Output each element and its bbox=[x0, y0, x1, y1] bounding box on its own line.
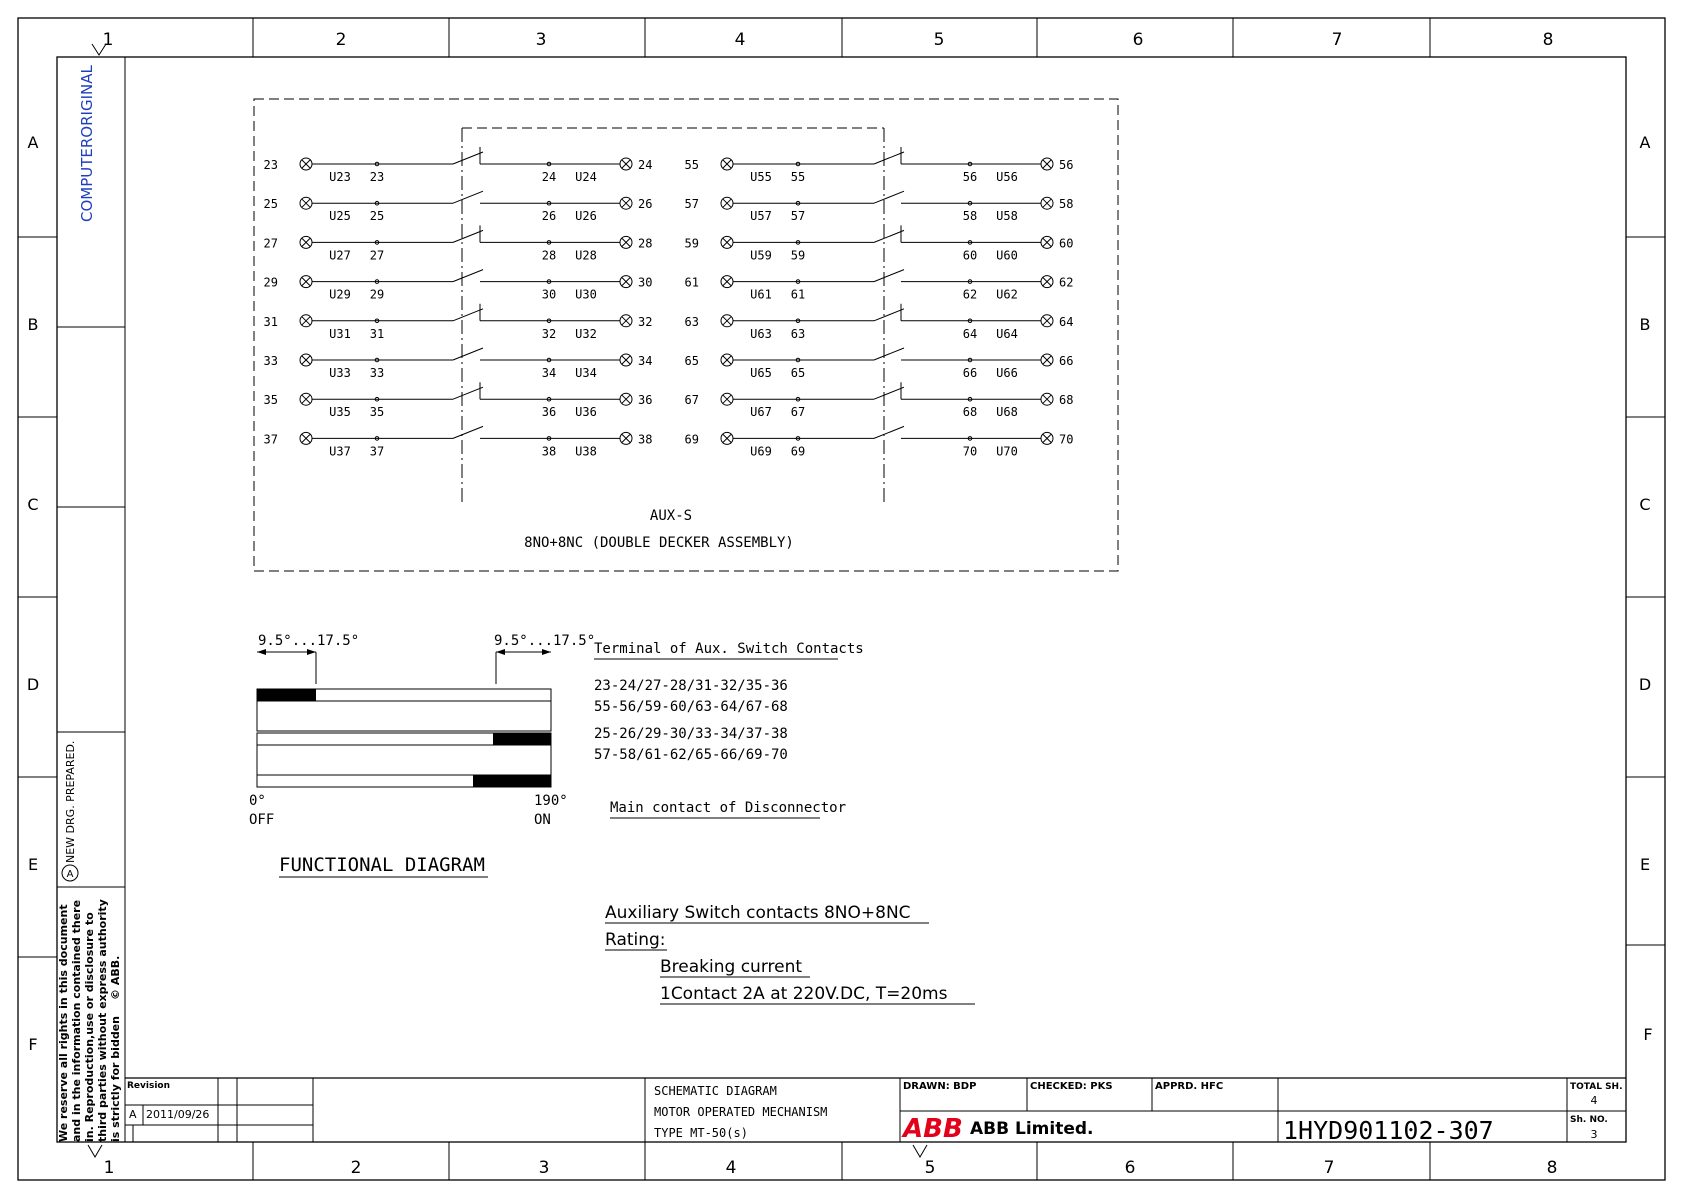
contact-row bbox=[264, 191, 653, 223]
switch-blade bbox=[453, 270, 483, 282]
contact-row bbox=[685, 304, 1074, 341]
node-label: 61 bbox=[790, 287, 806, 302]
svg-text:in. Reproduction,use or disclo: in. Reproduction,use or disclosure to bbox=[83, 912, 96, 1142]
terminal-number: 30 bbox=[638, 275, 653, 290]
svg-text:5: 5 bbox=[933, 30, 945, 50]
side-strip bbox=[57, 57, 125, 1142]
node-label: 65 bbox=[790, 366, 806, 380]
terminal-number: 33 bbox=[263, 354, 278, 368]
center-mark-bottom-left bbox=[88, 1145, 102, 1157]
node-label: 25 bbox=[369, 209, 385, 224]
switch-blade bbox=[874, 152, 904, 164]
wire-label: U58 bbox=[996, 209, 1018, 224]
node-label: 56 bbox=[962, 170, 978, 184]
node-label: 26 bbox=[541, 209, 557, 224]
node-label: 24 bbox=[541, 170, 557, 184]
switch-blade bbox=[453, 191, 483, 203]
main-contact-label: Main contact of Disconnector bbox=[610, 800, 847, 816]
terminal-number: 29 bbox=[263, 275, 278, 290]
company-name: ABB Limited. bbox=[970, 1119, 1094, 1139]
svg-text:We reserve all rights in this: We reserve all rights in this document bbox=[57, 904, 70, 1142]
contact-row bbox=[685, 348, 1074, 380]
rating-line-2: Rating: bbox=[605, 930, 666, 950]
switch-blade bbox=[874, 426, 904, 438]
wire-label: U35 bbox=[329, 405, 351, 420]
wire-label: U27 bbox=[329, 248, 351, 263]
node-label: 66 bbox=[962, 366, 978, 380]
rating-line-4: 1Contact 2A at 220V.DC, T=20ms bbox=[660, 984, 948, 1004]
terminal-number: 63 bbox=[684, 314, 699, 329]
node-label: 69 bbox=[790, 444, 806, 459]
switch-blade bbox=[453, 426, 483, 438]
end-angle: 190° bbox=[534, 793, 568, 809]
node-label: 36 bbox=[541, 405, 557, 420]
switch-blade bbox=[874, 191, 904, 203]
switch-blade bbox=[874, 270, 904, 282]
terminal-number: 28 bbox=[638, 236, 653, 251]
wire-label: U28 bbox=[575, 248, 597, 263]
node-label: 64 bbox=[962, 326, 978, 341]
desc-line-2: MOTOR OPERATED MECHANISM bbox=[654, 1105, 828, 1119]
svg-text:E: E bbox=[1639, 855, 1651, 874]
svg-text:F: F bbox=[1643, 1025, 1653, 1044]
svg-text:4: 4 bbox=[734, 30, 746, 50]
contact-row bbox=[685, 147, 1074, 184]
wire-label: U24 bbox=[575, 170, 597, 184]
row-dividers bbox=[18, 237, 1665, 957]
svg-text:1: 1 bbox=[103, 1158, 115, 1178]
wire-label: U66 bbox=[996, 366, 1018, 380]
desc-line-1: SCHEMATIC DIAGRAM bbox=[654, 1084, 777, 1098]
terminal-number: 66 bbox=[1059, 354, 1074, 368]
terminal-number: 32 bbox=[638, 314, 653, 329]
start-state: OFF bbox=[249, 812, 275, 828]
wire-label: U26 bbox=[575, 209, 597, 224]
svg-text:A: A bbox=[27, 133, 39, 152]
node-label: 57 bbox=[790, 209, 806, 224]
wire-label: U30 bbox=[575, 287, 597, 302]
wire-label: U56 bbox=[996, 170, 1018, 184]
wire-label: U68 bbox=[996, 405, 1018, 420]
node-label: 68 bbox=[962, 405, 978, 420]
wire-label: U33 bbox=[329, 366, 351, 380]
node-label: 70 bbox=[962, 444, 978, 459]
contact-row bbox=[264, 426, 653, 458]
svg-text:A: A bbox=[1639, 133, 1651, 152]
desc-line-3: TYPE MT-50(s) bbox=[654, 1126, 748, 1140]
contact-row bbox=[264, 382, 653, 419]
wire-label: U70 bbox=[996, 444, 1018, 459]
outer-frame bbox=[18, 18, 1665, 1180]
contact-row bbox=[685, 225, 1074, 262]
switch-blade bbox=[453, 230, 483, 242]
contact-row bbox=[264, 225, 653, 262]
switch-blade bbox=[453, 387, 483, 399]
wire-label: U64 bbox=[996, 326, 1018, 341]
abb-logo: ABB bbox=[903, 1114, 963, 1144]
switch-blade bbox=[874, 387, 904, 399]
inner-frame bbox=[57, 57, 1626, 1142]
node-label: 63 bbox=[790, 326, 806, 341]
terminal-number: 26 bbox=[638, 197, 653, 212]
svg-text:D: D bbox=[26, 675, 40, 694]
node-label: 62 bbox=[962, 287, 978, 302]
revision-label: Revision bbox=[127, 1081, 171, 1091]
svg-text:C: C bbox=[27, 495, 39, 514]
svg-text:C: C bbox=[1639, 495, 1651, 514]
center-mark-bottom bbox=[913, 1145, 927, 1157]
node-label: 38 bbox=[541, 444, 557, 459]
node-label: 29 bbox=[369, 287, 385, 302]
wire-label: U60 bbox=[996, 248, 1018, 263]
contact-row bbox=[685, 382, 1074, 419]
functional-diagram bbox=[249, 633, 864, 877]
node-label: 55 bbox=[790, 170, 806, 184]
svg-text:and in the information contain: and in the information contained there bbox=[70, 899, 83, 1142]
wire-label: U61 bbox=[750, 287, 772, 302]
node-label: 35 bbox=[369, 405, 385, 420]
wire-label: U69 bbox=[750, 444, 772, 459]
terminal-number: 70 bbox=[1059, 432, 1074, 447]
terminal-number: 68 bbox=[1059, 393, 1074, 408]
bar-frame-2 bbox=[257, 745, 551, 775]
rating-notes bbox=[605, 903, 975, 1004]
wire-label: U23 bbox=[329, 170, 351, 184]
bar-frame-1 bbox=[257, 701, 551, 731]
wire-label: U59 bbox=[750, 248, 772, 263]
terminal-number: 69 bbox=[684, 432, 699, 447]
contact-row bbox=[264, 304, 653, 341]
node-label: 33 bbox=[369, 366, 385, 380]
column-labels-bottom bbox=[104, 1158, 1558, 1178]
svg-text:2: 2 bbox=[335, 30, 347, 50]
terminal-number: 67 bbox=[684, 393, 699, 408]
svg-text:third parties without express: third parties without express authority bbox=[96, 899, 109, 1142]
legend-line-1: 23-24/27-28/31-32/35-36 bbox=[594, 678, 788, 694]
node-label: 37 bbox=[369, 444, 385, 459]
aux-left-group bbox=[264, 147, 653, 458]
node-label: 23 bbox=[369, 170, 385, 184]
contact-row bbox=[685, 191, 1074, 223]
node-label: 30 bbox=[541, 287, 557, 302]
wire-label: U29 bbox=[329, 287, 351, 302]
terminal-number: 31 bbox=[263, 314, 278, 329]
total-sheets: 4 bbox=[1590, 1094, 1598, 1107]
svg-text:3: 3 bbox=[535, 30, 547, 50]
angle-right-label: 9.5°...17.5° bbox=[494, 633, 596, 649]
wire-label: U31 bbox=[329, 326, 351, 341]
switch-blade bbox=[874, 348, 904, 360]
terminal-number: 61 bbox=[684, 275, 699, 290]
terminal-number: 56 bbox=[1059, 158, 1074, 172]
terminal-number: 57 bbox=[684, 197, 699, 212]
drawn-by: DRAWN: BDP bbox=[903, 1081, 977, 1092]
wire-label: U34 bbox=[575, 366, 597, 380]
node-label: 31 bbox=[369, 326, 385, 341]
terminal-number: 65 bbox=[684, 354, 699, 368]
wire-label: U37 bbox=[329, 444, 351, 459]
wire-label: U55 bbox=[750, 170, 772, 184]
switch-blade bbox=[874, 309, 904, 321]
terminal-number: 59 bbox=[684, 236, 699, 251]
terminal-number: 34 bbox=[638, 354, 653, 368]
switch-blade bbox=[453, 309, 483, 321]
terminal-number: 62 bbox=[1059, 275, 1074, 290]
revision-mark: A bbox=[66, 869, 74, 880]
wire-label: U67 bbox=[750, 405, 772, 420]
contact-row bbox=[685, 426, 1074, 458]
terminal-number: 24 bbox=[638, 158, 653, 172]
aux-title: AUX-S bbox=[649, 508, 693, 524]
legend-line-2: 55-56/59-60/63-64/67-68 bbox=[594, 699, 788, 715]
wire-label: U32 bbox=[575, 326, 597, 341]
svg-text:B: B bbox=[27, 315, 39, 334]
row-labels-left bbox=[27, 133, 39, 1054]
node-label: 28 bbox=[541, 248, 557, 263]
start-angle: 0° bbox=[249, 793, 266, 809]
contact-row bbox=[685, 270, 1074, 302]
node-label: 32 bbox=[541, 326, 557, 341]
svg-text:7: 7 bbox=[1323, 1158, 1335, 1178]
wire-label: U65 bbox=[750, 366, 772, 380]
switch-blade bbox=[453, 152, 483, 164]
switch-blade bbox=[453, 348, 483, 360]
svg-text:is strictly for bidden: is strictly for bidden bbox=[109, 1016, 122, 1142]
sheet-no-label: Sh. NO. bbox=[1570, 1115, 1608, 1125]
node-label: 58 bbox=[962, 209, 978, 224]
svg-text:7: 7 bbox=[1331, 30, 1343, 50]
node-label: 34 bbox=[541, 366, 557, 380]
aux-right-group bbox=[685, 147, 1074, 458]
approved-by: APPRD. HFC bbox=[1155, 1081, 1224, 1092]
legend-title: Terminal of Aux. Switch Contacts bbox=[594, 641, 864, 657]
svg-text:2: 2 bbox=[350, 1158, 362, 1178]
wire-label: U25 bbox=[329, 209, 351, 224]
svg-text:6: 6 bbox=[1132, 30, 1144, 50]
rating-line-1: Auxiliary Switch contacts 8NO+8NC bbox=[605, 903, 911, 923]
svg-text:4: 4 bbox=[725, 1158, 737, 1178]
node-label: 59 bbox=[790, 248, 806, 263]
terminal-number: 64 bbox=[1059, 314, 1074, 329]
wire-label: U63 bbox=[750, 326, 772, 341]
legend-line-3: 25-26/29-30/33-34/37-38 bbox=[594, 726, 788, 742]
svg-text:B: B bbox=[1639, 315, 1651, 334]
svg-text:D: D bbox=[1638, 675, 1652, 694]
wire-label: U36 bbox=[575, 405, 597, 420]
svg-text:E: E bbox=[27, 855, 39, 874]
row-labels-right bbox=[1639, 133, 1653, 1044]
contact-row bbox=[264, 147, 653, 184]
svg-text:© ABB.: © ABB. bbox=[109, 955, 122, 1000]
functional-title: FUNCTIONAL DIAGRAM bbox=[279, 854, 485, 876]
node-label: 27 bbox=[369, 248, 385, 263]
rev-date: 2011/09/26 bbox=[146, 1108, 210, 1121]
terminal-number: 27 bbox=[263, 236, 278, 251]
wire-label: U62 bbox=[996, 287, 1018, 302]
contact-row bbox=[264, 348, 653, 380]
terminal-number: 36 bbox=[638, 393, 653, 408]
legend-line-4: 57-58/61-62/65-66/69-70 bbox=[594, 747, 788, 763]
aux-subtitle: 8NO+8NC (DOUBLE DECKER ASSEMBLY) bbox=[524, 535, 794, 551]
svg-text:5: 5 bbox=[924, 1158, 936, 1178]
end-state: ON bbox=[534, 812, 551, 828]
terminal-number: 23 bbox=[263, 158, 278, 172]
terminal-number: 38 bbox=[638, 432, 653, 447]
wire-label: U38 bbox=[575, 444, 597, 459]
contact-row bbox=[264, 270, 653, 302]
computer-original-label: COMPUTERORIGINAL bbox=[78, 65, 96, 222]
svg-text:8: 8 bbox=[1546, 1158, 1558, 1178]
checked-by: CHECKED: PKS bbox=[1030, 1081, 1113, 1092]
svg-text:1: 1 bbox=[102, 30, 114, 50]
switch-blade bbox=[874, 230, 904, 242]
column-labels-top bbox=[103, 30, 1554, 50]
wire-label: U57 bbox=[750, 209, 772, 224]
terminal-number: 35 bbox=[263, 393, 278, 408]
svg-text:F: F bbox=[28, 1035, 38, 1054]
total-sheets-label: TOTAL SH. bbox=[1570, 1082, 1623, 1092]
terminal-number: 25 bbox=[263, 197, 278, 212]
rating-line-3: Breaking current bbox=[660, 957, 803, 977]
terminal-number: 60 bbox=[1059, 236, 1074, 251]
svg-text:8: 8 bbox=[1542, 30, 1554, 50]
terminal-number: 55 bbox=[684, 158, 699, 172]
node-label: 67 bbox=[790, 405, 806, 420]
node-label: 60 bbox=[962, 248, 978, 263]
column-dividers bbox=[253, 18, 1430, 1180]
drawing-number: 1HYD901102-307 bbox=[1283, 1116, 1494, 1145]
rev-mark: A bbox=[129, 1108, 137, 1121]
terminal-number: 37 bbox=[263, 432, 278, 447]
svg-text:6: 6 bbox=[1124, 1158, 1136, 1178]
sheet-no: 3 bbox=[1590, 1128, 1598, 1141]
title-block bbox=[125, 1078, 1626, 1145]
svg-text:3: 3 bbox=[538, 1158, 550, 1178]
new-drg-label: NEW DRG. PREPARED. bbox=[64, 740, 77, 863]
terminal-number: 58 bbox=[1059, 197, 1074, 212]
angle-left-label: 9.5°...17.5° bbox=[258, 633, 360, 649]
